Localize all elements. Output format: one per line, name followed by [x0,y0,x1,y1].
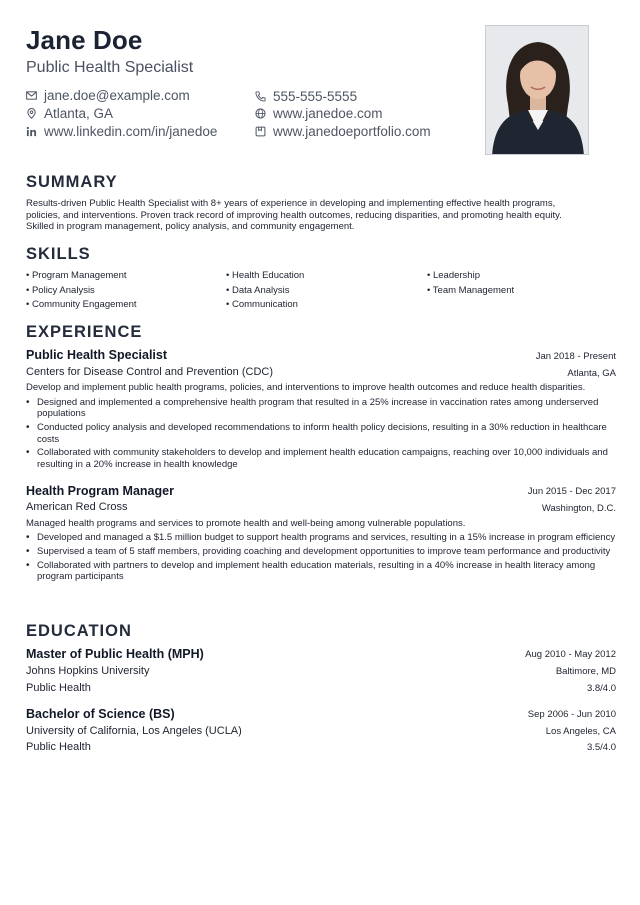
candidate-title: Public Health Specialist [26,59,194,76]
job-description: Managed health programs and services to promote health and well-being among vulnerable populations. [26,518,466,529]
job-location: Washington, D.C. [541,503,616,514]
list-item: • Developed and managed a $1.5 million budget to support health programs and services, resulting in a 15% increase in program efficiency [26,532,616,543]
job-title: Health Program Manager [26,484,174,498]
job-dates: Jun 2015 - Dec 2017 [527,486,616,497]
list-item: • Supervised a team of 5 staff members, providing coaching and development opportunities to improve team performance and productivity [26,546,616,557]
phone-icon [255,91,266,102]
globe-icon [255,108,266,119]
job-achievements [26,397,616,473]
location-pin-icon [26,108,37,119]
field-of-study: Public Health [26,682,91,694]
skill-item: • Leadership [427,270,480,281]
website-text: www.janedoe.com [273,106,383,121]
location-text: Atlanta, GA [44,106,114,121]
skills-heading: SKILLS [26,245,91,263]
linkedin-text: www.linkedin.com/in/janedoe [44,124,218,139]
list-item: • Conducted policy analysis and developed recommendations to inform health policy decisions, resulting in a 30% reduction in healthcare costs [26,422,616,445]
portfolio-text: www.janedoeportfolio.com [273,124,431,139]
education-dates: Aug 2010 - May 2012 [525,649,616,660]
linkedin-icon [26,126,37,137]
school-name: University of California, Los Angeles (UCLA) [26,725,242,737]
school-location: Los Angeles, CA [545,726,616,737]
portfolio-icon [255,126,266,137]
summary-text: Results-driven Public Health Specialist with 8+ years of experience in developing and implementing effective health programs, policies, and interventions. Proven track record of improving health outcomes, reducing disparities, and promoting health equity. Skilled in program management, policy analysis, and community engagement. [26,198,562,233]
education-heading: EDUCATION [26,622,132,640]
field-of-study: Public Health [26,741,91,753]
contact-website[interactable] [255,106,383,121]
skill-item: • Program Management [26,270,127,281]
gpa: 3.8/4.0 [586,683,616,694]
degree-title: Bachelor of Science (BS) [26,707,175,721]
experience-heading: EXPERIENCE [26,323,143,341]
skill-item: • Data Analysis [226,285,290,296]
skill-item: • Community Engagement [26,299,137,310]
contact-location [26,106,113,121]
resume-header [26,24,476,139]
phone-text: 555-555-5555 [273,89,358,104]
summary-heading: SUMMARY [26,173,118,191]
education-dates: Sep 2006 - Jun 2010 [527,709,616,720]
contact-email[interactable] [26,88,190,103]
job-title: Public Health Specialist [26,348,168,362]
contact-portfolio[interactable] [255,124,431,139]
job-dates: Jan 2018 - Present [535,351,616,362]
gpa: 3.5/4.0 [586,742,616,753]
list-item: • Designed and implemented a comprehensive health program that resulted in a 25% increase in vaccination rates among underserved populations [26,397,616,420]
candidate-name: Jane Doe [26,25,143,55]
contact-linkedin[interactable] [26,124,217,139]
degree-title: Master of Public Health (MPH) [26,647,204,661]
list-item: • Collaborated with community stakeholders to develop and implement health education campaigns, reaching over 10,000 individuals and resulting in a 20% increase in health knowledge [26,447,616,470]
skill-item: • Communication [226,299,298,310]
mail-icon [26,90,37,101]
skill-item: • Policy Analysis [26,285,95,296]
list-item: • Collaborated with partners to develop and implement health education materials, resulting in a 40% increase in health literacy among program participants [26,560,616,583]
job-organization: American Red Cross [26,501,128,513]
contact-phone[interactable] [255,89,357,104]
job-organization: Centers for Disease Control and Prevention (CDC) [26,366,273,378]
profile-photo [485,25,589,155]
job-achievements [26,532,616,585]
skill-item: • Health Education [226,270,305,281]
job-description: Develop and implement public health programs, policies, and interventions to improve health outcomes and reduce health disparities. [26,382,586,393]
resume-page [26,0,616,905]
email-text: jane.doe@example.com [44,88,190,103]
job-location: Atlanta, GA [567,368,616,379]
school-name: Johns Hopkins University [26,665,150,677]
skill-item: • Team Management [427,285,515,296]
school-location: Baltimore, MD [555,666,616,677]
